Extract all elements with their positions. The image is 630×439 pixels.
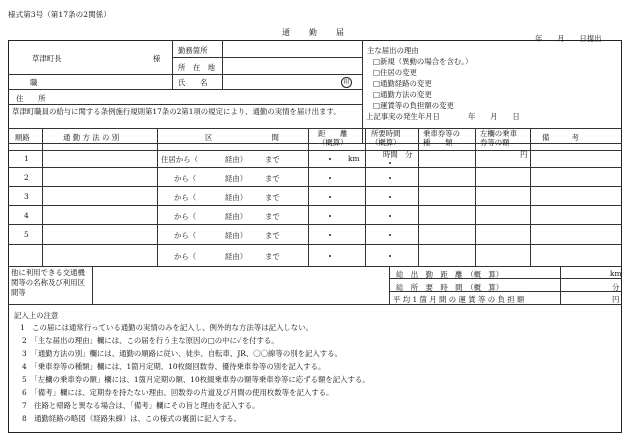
note-4: 4 「乗車券等の種類」欄には、1箇月定期、10枚綴回数券、優待乗車券等の別を記入する。 [22, 362, 326, 371]
reasons-heading: 主な届出の理由 [367, 46, 419, 55]
row6-via[interactable]: 経由） [225, 252, 248, 261]
summary-time-unit: 分 [612, 283, 620, 292]
dist-dot [329, 177, 331, 179]
row6-to: まで [265, 252, 280, 261]
dist-dot [329, 158, 331, 160]
header-method: 通 勤 方 法 の 別 [63, 133, 120, 142]
name-label: 氏 名 [178, 78, 208, 87]
header-remarks: 備 考 [542, 133, 579, 142]
row2-to: まで [265, 174, 280, 183]
header-fare: 左欄の乗車 券等の額 [480, 129, 517, 147]
time-dot [389, 255, 391, 257]
row3-to: まで [265, 193, 280, 202]
header-time: 所要時間 （概算） [371, 129, 401, 147]
note-2: 2 「主な届出の理由」欄には、この届を行う主な原因の□の中に✓を付する。 [22, 336, 279, 345]
row5-via[interactable]: 経由） [225, 231, 248, 240]
row1-from[interactable]: 住居から（ [161, 155, 198, 164]
row4-from[interactable]: から（ [174, 212, 197, 221]
note-6: 6 「備考」欄には、定期券を持たない理由、回数券の片道及び月間の使用枚数等を記入する。 [22, 388, 334, 397]
header-ticket-type: 乗車券等の 種 類 [423, 129, 460, 147]
office-label: 勤務箇所 [178, 46, 208, 55]
row1-via[interactable]: 経由） [225, 155, 248, 164]
row3-via[interactable]: 経由） [225, 193, 248, 202]
reason-method[interactable]: □通勤方法の変更 [373, 90, 432, 99]
statement: 草津町職員の給与に関する条例施行規則第17条の2第1項の規定により、通勤の実情を届け出ます。 [12, 107, 341, 116]
note-3: 3 「通勤方法の別」欄には、通勤の順路に従い、徒歩、自転車、JR、〇〇線等の別を記入する。 [22, 349, 342, 358]
reason-residence[interactable]: □住居の変更 [373, 68, 417, 77]
row4-to: まで [265, 212, 280, 221]
row5-to: まで [265, 231, 280, 240]
row6-from[interactable]: から（ [174, 252, 197, 261]
addressee-suffix: 様 [153, 54, 161, 63]
dist-dot [329, 255, 331, 257]
dist-dot [329, 196, 331, 198]
dist-dot [329, 234, 331, 236]
summary-distance-unit: km [610, 269, 622, 278]
header-section: 区 間 [205, 133, 279, 142]
occurrence-date[interactable]: 年 月 日 [468, 112, 520, 121]
row1-min: 時間 分 [383, 150, 413, 159]
row1-km: km [348, 154, 360, 163]
time-dot [389, 234, 391, 236]
row5-from[interactable]: から（ [174, 231, 197, 240]
reason-fare[interactable]: □運賃等の負担額の変更 [373, 101, 454, 110]
seal-mark: 印 [341, 77, 352, 88]
title-label: 職 [30, 78, 38, 87]
note-7: 7 往路と帰路と異なる場合は、「備考」欄にその旨と理由を記入する。 [22, 401, 260, 410]
header-distance: 距 離 （概算） [318, 129, 348, 147]
row5-no: 5 [24, 230, 29, 239]
submission-date[interactable]: 年 月 日提出 [535, 34, 602, 43]
address-label: 住 所 [16, 94, 46, 103]
row2-from[interactable]: から（ [174, 174, 197, 183]
other-transport-label: 他に利用できる交通機関等の名称及び利用区間等 [11, 268, 85, 297]
summary-distance-label: 総 出 勤 距 離 （概 算） [396, 270, 504, 279]
row3-no: 3 [24, 192, 29, 201]
note-8: 8 通勤経路の略図（経路朱線）は、この様式の裏面に記入する。 [22, 414, 242, 423]
time-dot [389, 177, 391, 179]
row3-from[interactable]: から（ [174, 193, 197, 202]
dist-dot [329, 215, 331, 217]
summary-time-label: 総 所 要 時 間 （概 算） [396, 283, 504, 292]
dept-label: 所 在 地 [178, 63, 215, 72]
header-order: 順路 [15, 133, 30, 142]
form-id: 様式第3号（第17条の2関係） [8, 10, 111, 19]
notes-heading: 記入上の注意 [14, 311, 59, 320]
row2-no: 2 [24, 173, 29, 182]
row2-via[interactable]: 経由） [225, 174, 248, 183]
summary-fare-unit: 円 [612, 295, 620, 304]
row1-no: 1 [24, 154, 29, 163]
form-title: 通 勤 届 [282, 28, 345, 37]
row1-yen: 円 [520, 150, 528, 159]
summary-fare-label: 平 均 1 箇 月 間 の 運 賃 等 の 負 担 額 [393, 295, 525, 304]
time-dot [389, 162, 391, 164]
row1-to: まで [265, 155, 280, 164]
time-dot [389, 196, 391, 198]
row4-via[interactable]: 経由） [225, 212, 248, 221]
reason-new[interactable]: □新規（異動の場合を含む。） [373, 57, 473, 66]
addressee: 草津町長 [32, 54, 62, 63]
time-dot [389, 215, 391, 217]
row4-no: 4 [24, 211, 29, 220]
occurrence-label: 上記事実の発生年月日 [366, 112, 440, 121]
note-1: 1 この届には通常行っている通勤の実情のみを記入し、例外的な方法等は記入しない。 [20, 323, 313, 332]
reason-route[interactable]: □通勤経路の変更 [373, 79, 432, 88]
note-5: 5 「左欄の乗車券の額」欄には、1箇月定期の額、10枚綴乗車券の額等乗車券等に応ずる額を記入する。 [22, 375, 370, 384]
